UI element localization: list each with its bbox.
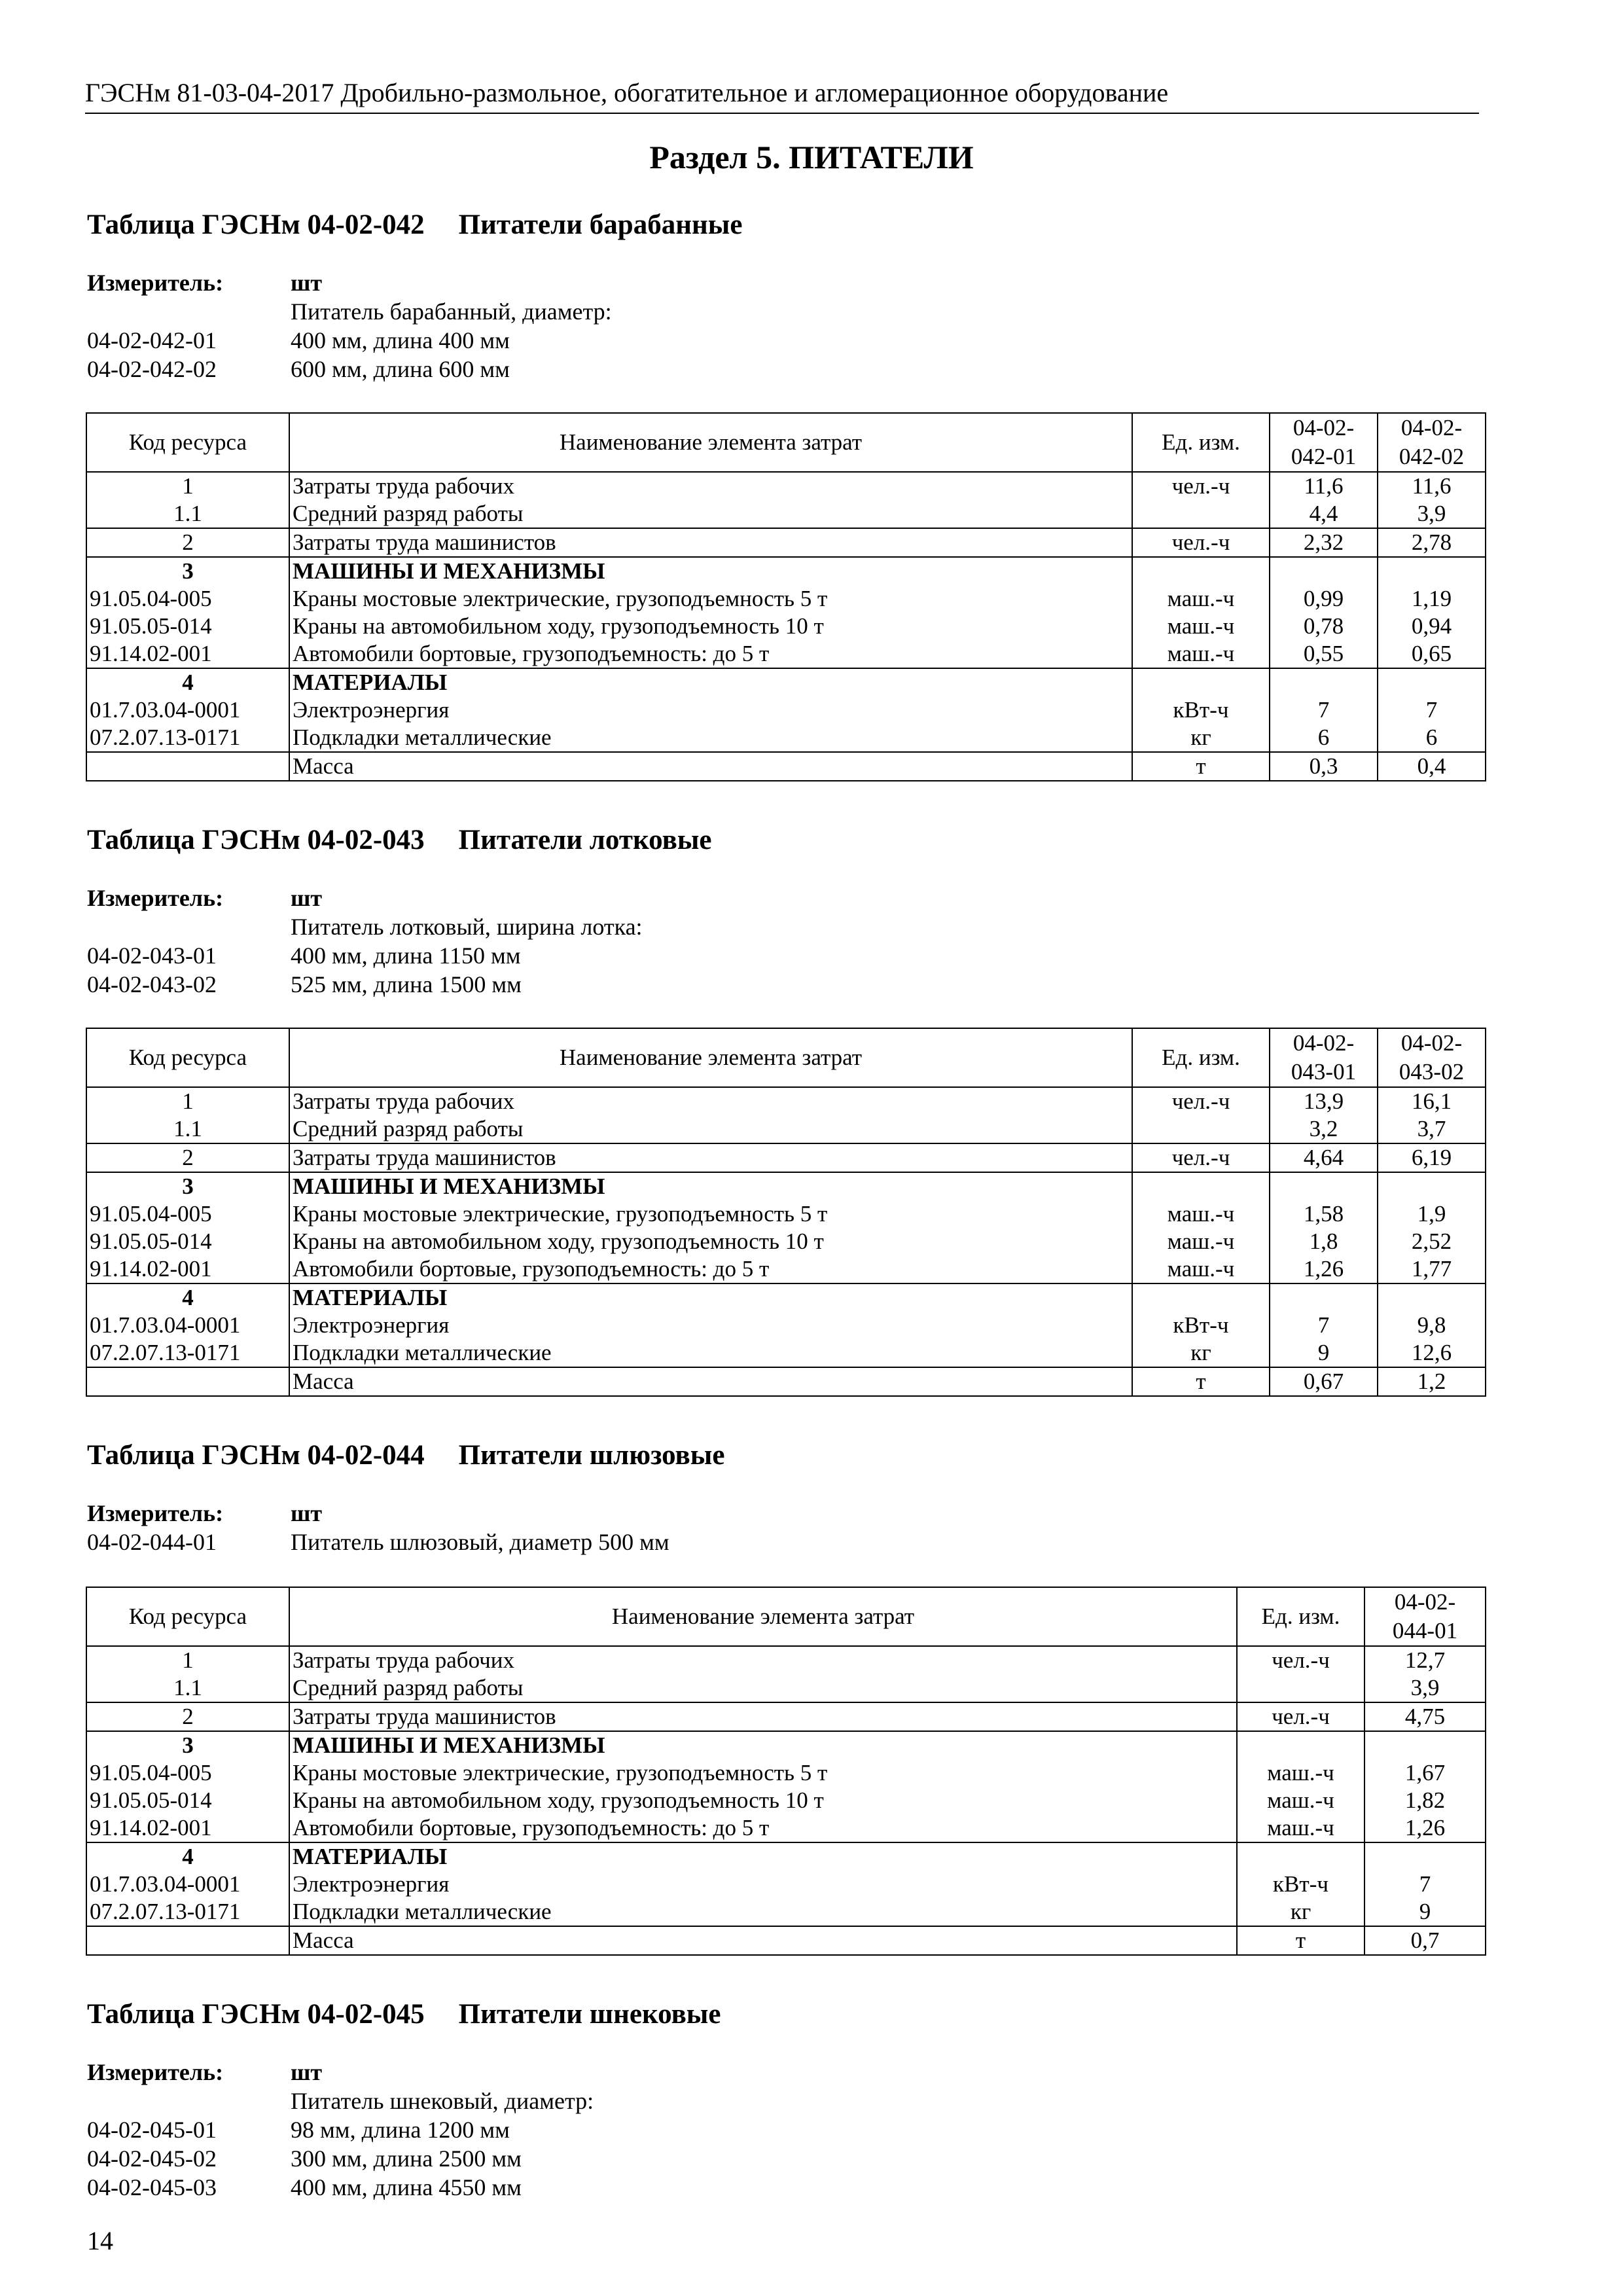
resource-code: 01.7.03.04-0001 [86,1312,289,1339]
cost-element-name: Автомобили бортовые, грузоподъемность: до 5 т [289,1255,1132,1283]
resource-code: 91.05.05-014 [86,1787,289,1814]
resource-code [86,1367,289,1396]
unit-cell: чел.-ч [1132,1143,1270,1172]
col-header-name: Наименование элемента затрат [289,1587,1237,1646]
value-cell: 7 [1270,696,1378,724]
unit-cell: кг [1237,1898,1364,1926]
value-cell: 16,1 [1378,1087,1486,1115]
table-title-code: Таблица ГЭСНм 04-02-042 [87,209,425,240]
value-cell: 3,9 [1378,500,1486,528]
resource-code: 91.05.04-005 [86,585,289,613]
table-row [86,724,1486,752]
value-cell [1270,1283,1378,1312]
table-row [86,1143,1486,1172]
value-cell: 7 [1378,696,1486,724]
cost-element-name: Затраты труда рабочих [289,472,1132,500]
variant-text: 98 мм, длина 1200 мм [291,2117,510,2143]
col-header-variant: 04-02- 043-02 [1378,1028,1486,1087]
value-cell [1378,668,1486,696]
cost-element-name: МАТЕРИАЛЫ [289,1283,1132,1312]
col-header-variant: 04-02- 043-01 [1270,1028,1378,1087]
value-cell: 1,67 [1364,1759,1486,1787]
value-cell: 6 [1378,724,1486,752]
table-title-name: Питатели шлюзовые [458,1440,725,1471]
table-row [86,1172,1486,1200]
value-cell [1364,1731,1486,1759]
unit-cell: маш.-ч [1132,585,1270,613]
cost-element-name: МАШИНЫ И МЕХАНИЗМЫ [289,1731,1237,1759]
resource-code: 91.14.02-001 [86,640,289,668]
resource-code: 07.2.07.13-0171 [86,1339,289,1367]
variant-code: 04-02-042-02 [87,356,217,382]
value-cell: 2,52 [1378,1228,1486,1255]
unit-cell: маш.-ч [1132,640,1270,668]
section-title: Раздел 5. ПИТАТЕЛИ [649,139,974,175]
unit-cell: т [1132,752,1270,781]
col-header-code: Код ресурса [86,1587,289,1646]
value-cell: 3,9 [1364,1674,1486,1702]
variant-text: 600 мм, длина 600 мм [291,356,510,382]
resource-code: 1 [86,1087,289,1115]
description: Питатель барабанный, диаметр: [291,298,612,325]
unit-cell: маш.-ч [1132,1255,1270,1283]
cost-element-name: Краны мостовые электрические, грузоподъемность 5 т [289,1759,1237,1787]
variant-text: Питатель шлюзовый, диаметр 500 мм [291,1529,669,1555]
unit-cell: маш.-ч [1237,1814,1364,1842]
variant-text: 525 мм, длина 1500 мм [291,971,522,997]
unit-cell: кг [1132,1339,1270,1367]
table-title-code: Таблица ГЭСНм 04-02-044 [87,1440,425,1471]
variant-code: 04-02-045-02 [87,2145,217,2172]
value-cell: 4,64 [1270,1143,1378,1172]
cost-element-name: Автомобили бортовые, грузоподъемность: до 5 т [289,1814,1237,1842]
col-header-variant: 04-02- 042-01 [1270,413,1378,472]
resource-code: 91.05.05-014 [86,613,289,640]
col-header-unit: Ед. изм. [1132,1028,1270,1087]
value-cell [1270,1172,1378,1200]
table-title-code: Таблица ГЭСНм 04-02-043 [87,825,425,855]
table-row [86,696,1486,724]
meter-label: Измеритель: [87,2059,224,2085]
value-cell: 9 [1270,1339,1378,1367]
value-cell: 12,7 [1364,1646,1486,1674]
meter-label: Измеритель: [87,1500,224,1526]
cost-element-name: Затраты труда машинистов [289,1702,1237,1731]
col-header-name: Наименование элемента затрат [289,1028,1132,1087]
table-row [86,500,1486,528]
value-cell: 1,19 [1378,585,1486,613]
table-row [86,1339,1486,1367]
value-cell [1378,557,1486,585]
unit-cell [1237,1731,1364,1759]
value-cell: 0,55 [1270,640,1378,668]
table-row [86,1646,1486,1674]
table-row [86,1787,1486,1814]
cost-element-name: Краны на автомобильном ходу, грузоподъемность 10 т [289,613,1132,640]
table-row [86,1255,1486,1283]
table-row [86,528,1486,557]
resource-code: 1 [86,472,289,500]
unit-cell: кВт-ч [1132,696,1270,724]
page-number: 14 [87,2226,113,2255]
variant-code: 04-02-043-01 [87,942,217,969]
cost-element-name: Затраты труда рабочих [289,1646,1237,1674]
value-cell: 3,7 [1378,1115,1486,1143]
table-row [86,472,1486,500]
table-row [86,1283,1486,1312]
col-header-unit: Ед. изм. [1237,1587,1364,1646]
unit-cell: чел.-ч [1132,472,1270,500]
variant-code: 04-02-045-01 [87,2117,217,2143]
table-title [87,823,711,857]
table-row [86,1731,1486,1759]
cost-element-name: Затраты труда машинистов [289,528,1132,557]
unit-cell: чел.-ч [1237,1702,1364,1731]
cost-element-name: МАТЕРИАЛЫ [289,1842,1237,1871]
resource-code: 4 [86,668,289,696]
cost-element-name: МАТЕРИАЛЫ [289,668,1132,696]
resource-code: 01.7.03.04-0001 [86,696,289,724]
value-cell: 6,19 [1378,1143,1486,1172]
cost-element-name: Электроэнергия [289,1312,1132,1339]
description: Питатель шнековый, диаметр: [291,2088,594,2114]
table-row [86,1759,1486,1787]
cost-element-name: Автомобили бортовые, грузоподъемность: до 5 т [289,640,1132,668]
value-cell: 0,7 [1364,1926,1486,1955]
value-cell: 2,32 [1270,528,1378,557]
value-cell: 1,58 [1270,1200,1378,1228]
unit-cell: кВт-ч [1237,1871,1364,1898]
value-cell [1270,668,1378,696]
cost-element-name: МАШИНЫ И МЕХАНИЗМЫ [289,557,1132,585]
cost-element-name: Масса [289,1367,1132,1396]
unit-cell [1132,668,1270,696]
variant-text: 300 мм, длина 2500 мм [291,2145,522,2172]
meter-label: Измеритель: [87,885,224,911]
table-title [87,208,742,242]
value-cell [1364,1842,1486,1871]
cost-element-name: Средний разряд работы [289,1115,1132,1143]
value-cell: 3,2 [1270,1115,1378,1143]
resource-code: 4 [86,1842,289,1871]
unit-cell: т [1132,1367,1270,1396]
value-cell: 1,77 [1378,1255,1486,1283]
resource-code: 1.1 [86,1115,289,1143]
table-row [86,1871,1486,1898]
value-cell: 4,75 [1364,1702,1486,1731]
value-cell: 1,82 [1364,1787,1486,1814]
value-cell [1378,1172,1486,1200]
value-cell: 11,6 [1378,472,1486,500]
cost-element-name: Затраты труда машинистов [289,1143,1132,1172]
variant-code: 04-02-042-01 [87,327,217,353]
unit-cell: маш.-ч [1132,1200,1270,1228]
norm-table [86,1587,1486,1956]
cost-element-name: Средний разряд работы [289,500,1132,528]
unit-cell [1132,500,1270,528]
cost-element-name: Средний разряд работы [289,1674,1237,1702]
value-cell: 11,6 [1270,472,1378,500]
value-cell: 0,94 [1378,613,1486,640]
unit-cell [1237,1674,1364,1702]
cost-element-name: Краны мостовые электрические, грузоподъемность 5 т [289,1200,1132,1228]
value-cell: 1,9 [1378,1200,1486,1228]
meter-value: шт [291,1500,323,1526]
resource-code: 4 [86,1283,289,1312]
table-row [86,1087,1486,1115]
variant-code: 04-02-044-01 [87,1529,217,1555]
table-row [86,1200,1486,1228]
table-row [86,1702,1486,1731]
table-row [86,640,1486,668]
value-cell: 2,78 [1378,528,1486,557]
value-cell: 13,9 [1270,1087,1378,1115]
value-cell: 1,26 [1270,1255,1378,1283]
value-cell: 0,78 [1270,613,1378,640]
meter-value: шт [291,2059,323,2085]
table-row [86,1228,1486,1255]
value-cell: 0,99 [1270,585,1378,613]
table-title-name: Питатели шнековые [458,1999,721,2030]
value-cell: 0,67 [1270,1367,1378,1396]
resource-code: 91.05.05-014 [86,1228,289,1255]
resource-code: 2 [86,528,289,557]
cost-element-name: Масса [289,752,1132,781]
variant-text: 400 мм, длина 400 мм [291,327,510,353]
col-header-unit: Ед. изм. [1132,413,1270,472]
resource-code: 1.1 [86,500,289,528]
value-cell: 0,3 [1270,752,1378,781]
resource-code: 91.05.04-005 [86,1759,289,1787]
table-row [86,1842,1486,1871]
unit-cell: кг [1132,724,1270,752]
col-header-name: Наименование элемента затрат [289,413,1132,472]
meter-label: Измеритель: [87,270,224,296]
running-header: ГЭСНм 81-03-04-2017 Дробильно-размольное, обогатительное и агломерационное оборудование [85,77,1479,114]
value-cell: 7 [1364,1871,1486,1898]
resource-code: 3 [86,1172,289,1200]
table-row [86,1898,1486,1926]
table-header-row [86,1028,1486,1087]
unit-cell [1132,1115,1270,1143]
cost-element-name: Затраты труда рабочих [289,1087,1132,1115]
norm-table [86,412,1486,781]
value-cell: 1,26 [1364,1814,1486,1842]
cost-element-name: Масса [289,1926,1237,1955]
table-row [86,1115,1486,1143]
resource-code: 07.2.07.13-0171 [86,1898,289,1926]
variant-text: 400 мм, длина 1150 мм [291,942,521,969]
table-row [86,1674,1486,1702]
table-row [86,557,1486,585]
value-cell: 12,6 [1378,1339,1486,1367]
table-header-row [86,413,1486,472]
table-title [87,1998,721,2032]
value-cell [1270,557,1378,585]
table-title [87,1439,724,1473]
cost-element-name: Краны на автомобильном ходу, грузоподъемность 10 т [289,1787,1237,1814]
table-title-name: Питатели лотковые [458,825,712,855]
table-row [86,1367,1486,1396]
table-row [86,585,1486,613]
table-row [86,1312,1486,1339]
col-header-code: Код ресурса [86,413,289,472]
value-cell: 0,65 [1378,640,1486,668]
table-header-row [86,1587,1486,1646]
table-row [86,1814,1486,1842]
variant-text: 400 мм, длина 4550 мм [291,2174,522,2200]
col-header-variant: 04-02- 042-02 [1378,413,1486,472]
resource-code: 91.14.02-001 [86,1814,289,1842]
unit-cell: кВт-ч [1132,1312,1270,1339]
cost-element-name: Электроэнергия [289,1871,1237,1898]
resource-code: 91.05.04-005 [86,1200,289,1228]
value-cell: 9 [1364,1898,1486,1926]
value-cell: 7 [1270,1312,1378,1339]
resource-code: 2 [86,1143,289,1172]
cost-element-name: Краны мостовые электрические, грузоподъемность 5 т [289,585,1132,613]
resource-code [86,1926,289,1955]
variant-code: 04-02-043-02 [87,971,217,997]
norm-table [86,1028,1486,1397]
unit-cell: маш.-ч [1237,1759,1364,1787]
value-cell [1378,1283,1486,1312]
col-header-code: Код ресурса [86,1028,289,1087]
unit-cell [1132,1172,1270,1200]
resource-code: 2 [86,1702,289,1731]
cost-element-name: Электроэнергия [289,696,1132,724]
unit-cell: чел.-ч [1132,1087,1270,1115]
table-title-code: Таблица ГЭСНм 04-02-045 [87,1999,425,2030]
resource-code: 91.14.02-001 [86,1255,289,1283]
table-row [86,1926,1486,1955]
variant-code: 04-02-045-03 [87,2174,217,2200]
resource-code: 3 [86,1731,289,1759]
unit-cell [1132,1283,1270,1312]
meter-value: шт [291,270,323,296]
cost-element-name: МАШИНЫ И МЕХАНИЗМЫ [289,1172,1132,1200]
resource-code: 3 [86,557,289,585]
meter-value: шт [291,885,323,911]
unit-cell: чел.-ч [1132,528,1270,557]
unit-cell [1237,1842,1364,1871]
unit-cell [1132,557,1270,585]
table-row [86,668,1486,696]
resource-code: 1 [86,1646,289,1674]
unit-cell: маш.-ч [1132,613,1270,640]
resource-code: 07.2.07.13-0171 [86,724,289,752]
value-cell: 9,8 [1378,1312,1486,1339]
cost-element-name: Краны на автомобильном ходу, грузоподъемность 10 т [289,1228,1132,1255]
cost-element-name: Подкладки металлические [289,724,1132,752]
resource-code [86,752,289,781]
cost-element-name: Подкладки металлические [289,1339,1132,1367]
value-cell: 4,4 [1270,500,1378,528]
unit-cell: маш.-ч [1132,1228,1270,1255]
unit-cell: т [1237,1926,1364,1955]
value-cell: 6 [1270,724,1378,752]
value-cell: 0,4 [1378,752,1486,781]
value-cell: 1,8 [1270,1228,1378,1255]
description: Питатель лотковый, ширина лотка: [291,914,643,940]
table-row [86,613,1486,640]
resource-code: 01.7.03.04-0001 [86,1871,289,1898]
cost-element-name: Подкладки металлические [289,1898,1237,1926]
table-title-name: Питатели барабанные [458,209,743,240]
col-header-variant: 04-02- 044-01 [1364,1587,1486,1646]
unit-cell: маш.-ч [1237,1787,1364,1814]
unit-cell: чел.-ч [1237,1646,1364,1674]
resource-code: 1.1 [86,1674,289,1702]
value-cell: 1,2 [1378,1367,1486,1396]
table-row [86,752,1486,781]
